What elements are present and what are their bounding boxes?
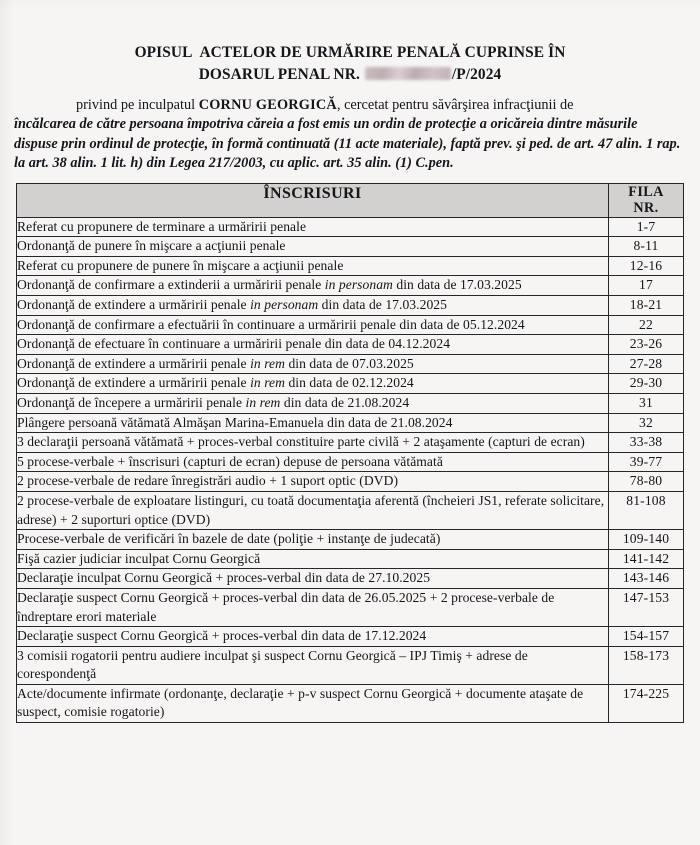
cell-page-range: 141-142 — [609, 549, 684, 569]
column-header-page-line2: NR. — [633, 200, 659, 217]
cell-page-range: 109-140 — [609, 530, 684, 550]
charge-description: încălcarea de către persoana împotriva căreia a fost emis un ordin de protecţie a oricăreia dintre măsurile dispuse prin ordinul de protecţie, în formă continuată (11 acte materiale), faptă prev. şi ped. de art. 47 alin. 1 rap. la art. 38 alin. 1 lit. h) din Legea 217/2003, cu aplic. art. 35 alin. (1) C.pen. — [14, 116, 681, 172]
table-row — [17, 472, 684, 492]
cell-page-range: 158-173 — [609, 646, 684, 684]
cell-document-name: Ordonanţă de începere a urmăririi penale in rem din data de 21.08.2024 — [17, 393, 609, 413]
table-row — [17, 433, 684, 453]
cell-page-range: 22 — [609, 315, 684, 335]
cell-document-name: Declaraţie suspect Cornu Georgică + proces-verbal din data de 26.05.2025 + 2 procese-verbale de îndreptare erori materiale — [17, 588, 609, 626]
table-row — [17, 374, 684, 394]
cell-page-range: 143-146 — [609, 569, 684, 589]
cell-document-name: Ordonanţă de extindere a urmăririi penale in personam din data de 17.03.2025 — [17, 296, 609, 316]
table-body — [17, 217, 684, 722]
defendant-name: CORNU GEORGICĂ — [198, 97, 337, 113]
cell-page-range: 154-157 — [609, 627, 684, 647]
cell-page-range: 23-26 — [609, 335, 684, 355]
cell-document-name: 3 declaraţii persoană vătămată + proces-verbal constituire parte civilă + 2 ataşamente (capturi de ecran) — [17, 433, 609, 453]
cell-document-name: Ordonanţă de confirmare a efectuării în continuare a urmăririi penale din data de 05.12.2024 — [17, 315, 609, 335]
table-row — [17, 588, 684, 626]
page-title — [0, 0, 700, 85]
title-line1-text: ACTELOR DE URMĂRIRE PENALĂ CUPRINSE ÎN — [199, 44, 566, 61]
table-header — [17, 183, 684, 217]
table-row — [17, 452, 684, 472]
cell-page-range: 1-7 — [609, 217, 684, 237]
table-row — [17, 256, 684, 276]
table-row — [17, 315, 684, 335]
document-index-table — [16, 183, 684, 723]
cell-page-range: 29-30 — [609, 374, 684, 394]
cell-document-name: Declaraţie inculpat Cornu Georgică + proces-verbal din data de 27.10.2025 — [17, 569, 609, 589]
title-case-prefix: DOSARUL PENAL NR. — [198, 66, 360, 83]
cell-document-name: Referat cu propunere de terminare a urmăririi penale — [17, 217, 609, 237]
cell-document-name: Referat cu propunere de punere în mişcare a acţiunii penale — [17, 256, 609, 276]
title-lead: OPISUL — [134, 44, 193, 61]
cell-document-name: Ordonanţă de punere în mişcare a acţiunii penale — [17, 237, 609, 257]
cell-document-name: 3 comisii rogatorii pentru audiere inculpat şi suspect Cornu Georgică – IPJ Timiş + adrese de corespondenţă — [17, 646, 609, 684]
cell-page-range: 39-77 — [609, 452, 684, 472]
cell-page-range: 147-153 — [609, 588, 684, 626]
table-row — [17, 393, 684, 413]
table-row — [17, 237, 684, 257]
cell-page-range: 32 — [609, 413, 684, 433]
intro-after-defendant: , cercetat pentru săvârşirea infracţiunii de — [336, 97, 574, 113]
cell-document-name: Plângere persoană vătămată Almăşan Marina-Emanuela din data de 21.08.2024 — [17, 413, 609, 433]
cell-page-range: 81-108 — [609, 491, 684, 529]
table-row — [17, 217, 684, 237]
table-row — [17, 627, 684, 647]
table-row — [17, 569, 684, 589]
cell-document-name: Ordonanţă de efectuare în continuare a urmăririi penale din data de 04.12.2024 — [17, 335, 609, 355]
cell-page-range: 78-80 — [609, 472, 684, 492]
column-header-documents: ÎNSCRISURI — [17, 183, 609, 217]
table-row — [17, 491, 684, 529]
table-row — [17, 276, 684, 296]
cell-page-range: 33-38 — [609, 433, 684, 453]
title-case-suffix: /P/2024 — [451, 66, 502, 83]
table-row — [17, 413, 684, 433]
cell-document-name: Ordonanţă de confirmare a extinderii a urmăririi penale in personam din data de 17.03.2025 — [17, 276, 609, 296]
cell-page-range: 18-21 — [609, 296, 684, 316]
cell-document-name: Acte/documente infirmate (ordonanţe, declaraţie + p-v suspect Cornu Georgică + documente ataşate de suspect, comisie rogatorie) — [17, 684, 609, 722]
table-row — [17, 684, 684, 722]
cell-page-range: 17 — [609, 276, 684, 296]
cell-page-range: 8-11 — [609, 237, 684, 257]
cell-document-name: Fişă cazier judiciar inculpat Cornu Georgică — [17, 549, 609, 569]
cell-document-name: 2 procese-verbale de redare înregistrări audio + 1 suport optic (DVD) — [17, 472, 609, 492]
redacted-case-number — [365, 67, 451, 80]
cell-document-name: 5 procese-verbale + înscrisuri (capturi de ecran) depuse de persoana vătămată — [17, 452, 609, 472]
column-header-page-number — [609, 183, 684, 217]
intro-lead: privind pe inculpatul — [76, 97, 196, 113]
cell-page-range: 12-16 — [609, 256, 684, 276]
table-header-row — [17, 183, 684, 217]
cell-document-name: Declaraţie suspect Cornu Georgică + proces-verbal din data de 17.12.2024 — [17, 627, 609, 647]
cell-document-name: Procese-verbale de verificări în bazele de date (poliţie + instanţe de judecată) — [17, 530, 609, 550]
case-subject-paragraph — [14, 96, 682, 174]
cell-page-range: 31 — [609, 393, 684, 413]
cell-page-range: 27-28 — [609, 354, 684, 374]
cell-document-name: Ordonanţă de extindere a urmăririi penale in rem din data de 07.03.2025 — [17, 354, 609, 374]
table-row — [17, 549, 684, 569]
table-row — [17, 646, 684, 684]
cell-document-name: 2 procese-verbale de exploatare listinguri, cu toată documentaţia aferentă (încheieri JS1, referate solicitare, adrese) + 2 suporturi optice (DVD) — [17, 491, 609, 529]
cell-document-name: Ordonanţă de extindere a urmăririi penale in rem din data de 02.12.2024 — [17, 374, 609, 394]
cell-page-range: 174-225 — [609, 684, 684, 722]
table-row — [17, 335, 684, 355]
table-row — [17, 354, 684, 374]
table-row — [17, 296, 684, 316]
column-header-page-line1: FILA — [628, 183, 664, 200]
table-row — [17, 530, 684, 550]
